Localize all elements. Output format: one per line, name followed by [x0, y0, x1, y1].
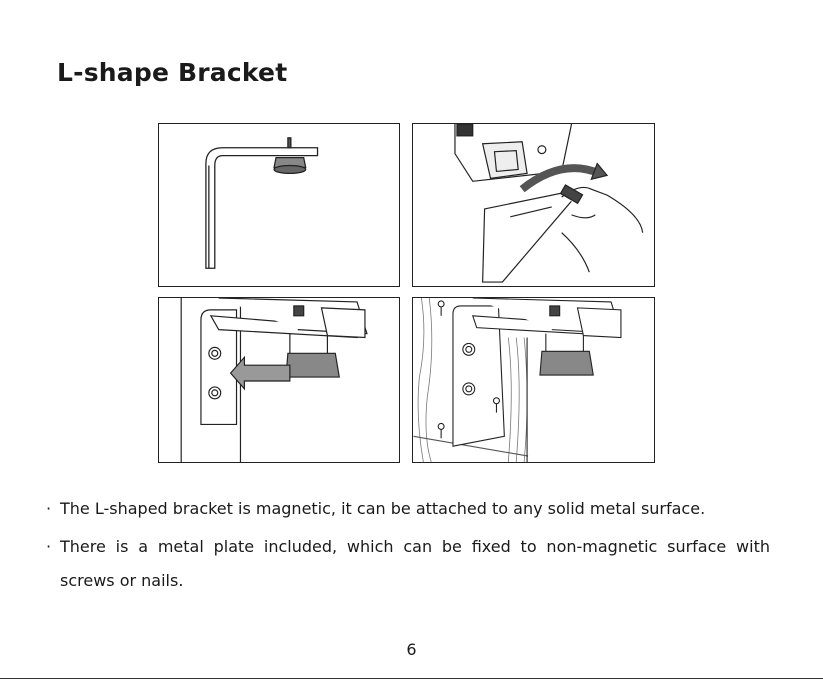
bottom-rule [0, 678, 823, 679]
bullet-marker: · [46, 537, 52, 556]
page-title: L-shape Bracket [57, 58, 288, 87]
bullet-text: The L-shaped bracket is magnetic, it can be attached to any solid metal surface. [60, 499, 706, 518]
figure-attach-bracket [412, 123, 655, 287]
figure-l-bracket [158, 123, 400, 287]
bullet-list [46, 490, 770, 600]
figure-magnet-surface [158, 297, 400, 463]
l-bracket-illustration [159, 124, 399, 286]
figure-wood-plate [412, 297, 655, 463]
bullet-text: There is a metal plate included, which can be fixed to non-magnetic surface with [60, 537, 770, 556]
page-number: 6 [406, 640, 417, 659]
attach-bracket-illustration [413, 124, 654, 286]
bullet-item-2-continuation: screws or nails. [60, 571, 184, 590]
wood-plate-illustration [413, 298, 654, 462]
magnet-surface-illustration [159, 298, 399, 462]
bullet-item-1 [46, 490, 770, 528]
bullet-marker: · [46, 499, 52, 518]
bullet-item-2 [46, 528, 770, 566]
